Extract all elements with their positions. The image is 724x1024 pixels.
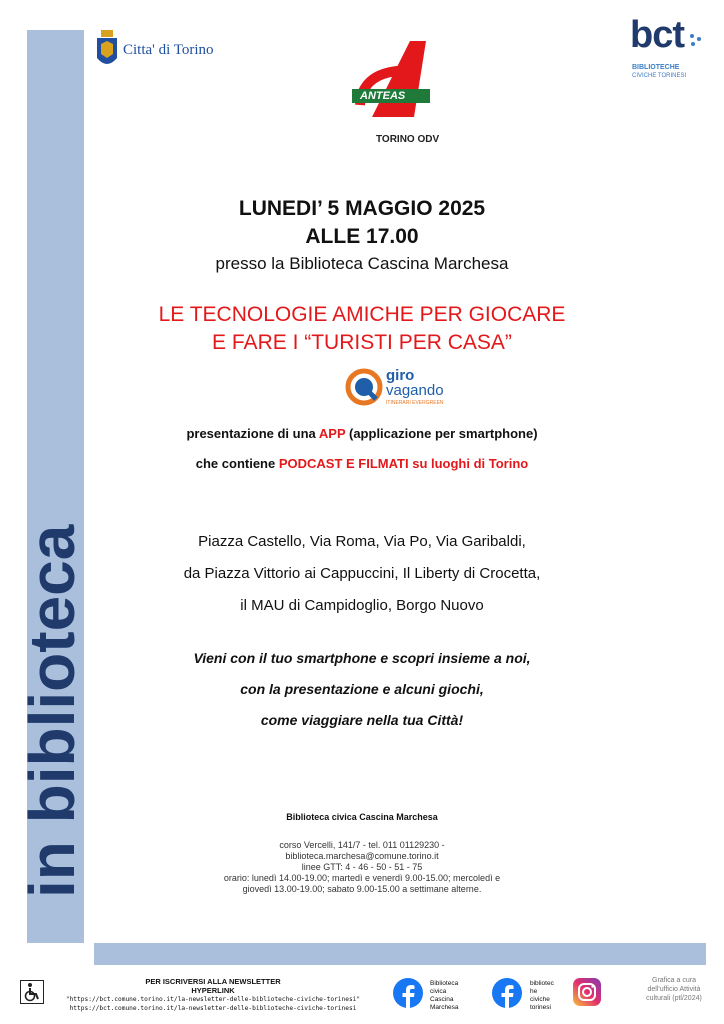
event-date: LUNEDI’ 5 MAGGIO 2025 bbox=[238, 197, 486, 220]
invite-line-3: come viaggiare nella tua Città! bbox=[260, 712, 464, 728]
library-bus-lines: linee GTT: 4 - 46 - 50 - 51 - 75 bbox=[301, 862, 423, 872]
newsletter-block bbox=[48, 977, 378, 1013]
city-crest-icon bbox=[95, 30, 119, 72]
fb1-line-2: civica bbox=[430, 988, 447, 995]
accessibility-icon bbox=[20, 980, 44, 1004]
app-logo-icon bbox=[346, 369, 382, 405]
bct-logo-text: bct bbox=[630, 14, 684, 56]
library-hours-1: orario: lunedì 14.00-19.00; martedì e venerdì 9.00-15.00; mercoledì e bbox=[223, 873, 501, 883]
fb2-line-4: torinesi bbox=[530, 1004, 551, 1011]
fb2-line-3: civiche bbox=[530, 996, 550, 1003]
facebook-label-1 bbox=[430, 980, 459, 1012]
newsletter-link[interactable]: https://bct.comune.torino.it/la-newsletter-delle-biblioteche-civiche-torinesi bbox=[69, 1005, 357, 1012]
presentation-line-2-podcast: PODCAST E FILMATI su luoghi di Torino bbox=[278, 456, 529, 471]
event-title-line-2: E FARE I “TURISTI PER CASA” bbox=[212, 331, 512, 354]
anteas-logo bbox=[350, 35, 450, 147]
event-venue: presso la Biblioteca Cascina Marchesa bbox=[215, 254, 509, 273]
girovagando-app-logo bbox=[346, 367, 466, 411]
side-banner-label: in biblioteca bbox=[16, 524, 88, 898]
app-logo-line-1: giro bbox=[386, 367, 415, 384]
library-info bbox=[0, 840, 724, 895]
bct-sub-1: BIBLIOTECHE bbox=[632, 64, 680, 71]
presentation-line-2-a: che contiene bbox=[195, 456, 279, 471]
fb2-line-1: bibliotec bbox=[530, 980, 554, 987]
bct-logo bbox=[628, 14, 708, 90]
presentation-line-1 bbox=[0, 426, 724, 441]
app-logo-line-2: vagando bbox=[386, 382, 444, 399]
city-logo-text: Citta' di Torino bbox=[123, 42, 214, 58]
bct-dots-icon bbox=[688, 32, 704, 48]
newsletter-title: PER ISCRIVERSI ALLA NEWSLETTER bbox=[145, 977, 281, 986]
library-email: biblioteca.marchesa@comune.torino.it bbox=[285, 851, 439, 861]
facebook-icon-2[interactable] bbox=[492, 978, 522, 1008]
presentation-line-1-c: (applicazione per smartphone) bbox=[345, 426, 538, 441]
library-name: Biblioteca civica Cascina Marchesa bbox=[286, 812, 438, 822]
credit-line-1: Grafica a cura bbox=[652, 977, 696, 984]
bottom-band bbox=[94, 943, 706, 965]
facebook-icon[interactable] bbox=[393, 978, 423, 1008]
event-title-line-1: LE TECNOLOGIE AMICHE PER GIOCARE bbox=[158, 303, 566, 326]
graphic-credit bbox=[632, 976, 716, 1003]
newsletter-link-quoted[interactable]: "https://bct.comune.torino.it/la-newsletter-delle-biblioteche-civiche-torinesi" bbox=[65, 996, 361, 1003]
app-logo-line-3: ITINERARI EVERGREEN bbox=[386, 400, 444, 406]
presentation-line-1-a: presentazione di una bbox=[186, 426, 319, 441]
places-line-2: da Piazza Vittorio ai Cappuccini, Il Liberty di Crocetta, bbox=[183, 565, 541, 582]
places-line-1: Piazza Castello, Via Roma, Via Po, Via Garibaldi, bbox=[198, 533, 526, 550]
credit-line-3: culturali (ptl/2024) bbox=[646, 995, 702, 1002]
bct-sub-2: CIVICHE TORINESI bbox=[632, 73, 687, 79]
facebook-label-2 bbox=[530, 980, 554, 1012]
fb1-line-1: Biblioteca bbox=[430, 980, 459, 987]
invite-line-2: con la presentazione e alcuni giochi, bbox=[240, 681, 484, 697]
city-of-torino-logo bbox=[95, 30, 255, 75]
library-hours-2: giovedì 13.00-19.00; sabato 9.00-15.00 a settimane alterne. bbox=[242, 884, 482, 894]
fb2-line-2: he bbox=[530, 988, 538, 995]
places-line-3: il MAU di Campidoglio, Borgo Nuovo bbox=[240, 597, 484, 614]
anteas-logo-text: ANTEAS bbox=[360, 90, 406, 102]
fb1-line-3: Cascina bbox=[430, 996, 454, 1003]
anteas-a-icon bbox=[352, 35, 448, 125]
presentation-line-1-app: APP bbox=[318, 426, 346, 441]
hyperlink-label: HYPERLINK bbox=[191, 986, 235, 995]
presentation-line-2 bbox=[0, 456, 724, 471]
invite-line-1: Vieni con il tuo smartphone e scopri insieme a noi, bbox=[193, 650, 531, 666]
library-address: corso Vercelli, 141/7 - tel. 011 01129230 - bbox=[279, 840, 445, 850]
instagram-icon[interactable] bbox=[573, 978, 601, 1006]
credit-line-2: dell'ufficio Attività bbox=[647, 986, 701, 993]
event-time: ALLE 17.00 bbox=[305, 225, 419, 248]
fb1-line-4: Marchesa bbox=[430, 1004, 459, 1011]
anteas-sub-text: TORINO ODV bbox=[376, 134, 440, 145]
